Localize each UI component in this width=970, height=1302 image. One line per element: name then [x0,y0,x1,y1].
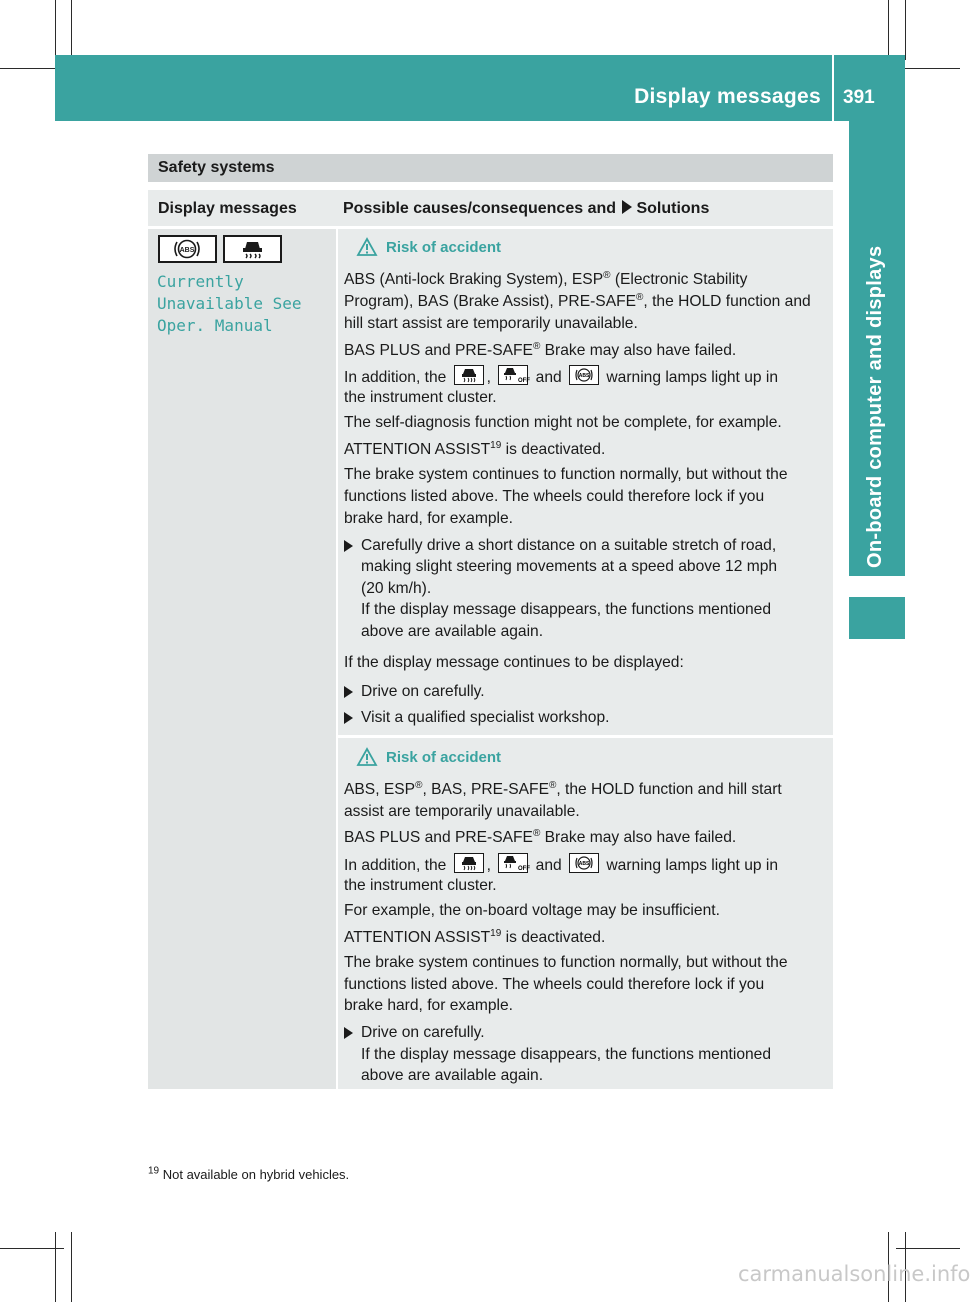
abs-warning-icon [158,235,217,263]
paragraph: Program), BAS (Brake Assist), PRE-SAFE®, the HOLD function and [344,291,811,310]
table-header-row [148,190,833,226]
chapter-marker [849,597,905,639]
instruction-step: Carefully drive a short distance on a suitable stretch of road, [361,537,777,554]
display-message-cell [148,229,336,1089]
instruction-step: If the display message disappears, the functions mentioned [361,601,772,618]
crop-mark [55,0,56,60]
page-header [55,55,905,121]
svg-text:ABS: ABS [578,373,590,379]
abs-lamp-icon [569,853,599,873]
watermark: carmanualsonline.info [738,1262,970,1286]
paragraph: functions listed above. The wheels could therefore lock if you [344,976,765,993]
svg-text:OFF: OFF [518,866,531,872]
crop-mark [71,0,72,60]
paragraph: If the display message continues to be displayed: [344,654,684,671]
svg-text:OFF: OFF [518,378,531,384]
paragraph: hill start assist are temporarily unavailable. [344,315,638,332]
paragraph: In addition, the , OFF and ABS warning lamps light up in [344,365,778,389]
instruction-step: If the display message disappears, the functions mentioned [361,1046,772,1063]
paragraph: assist are temporarily unavailable. [344,803,580,820]
warning-heading [386,239,501,256]
warning-title: Risk of accident [386,239,502,256]
esp-warning-icon [223,235,282,263]
instruction-step: making slight steering movements at a speed above 12 mph [361,558,778,575]
step-arrow-icon [344,540,353,552]
column-header-causes-text: Possible causes/consequences and [343,200,617,217]
crop-mark [896,68,960,69]
svg-text:ABS: ABS [179,247,195,254]
column-header-solutions: Solutions [636,200,710,217]
instruction-step: Visit a qualified specialist workshop. [361,709,610,726]
page-title: Display messages [634,85,821,108]
paragraph: ATTENTION ASSIST$^{19}$ is deactivated. [344,927,606,946]
display-message-text: Currently Unavailable See Oper. Manual [157,272,302,335]
paragraph: brake hard, for example. [344,997,514,1014]
esp-off-lamp-icon [498,365,531,385]
step-arrow-icon [344,1027,353,1039]
paragraph: The self-diagnosis function might not be complete, for example. [344,414,782,431]
paragraph: ATTENTION ASSIST$^{19}$ is deactivated. [344,439,606,458]
instruction-step: (20 km/h). [361,580,432,597]
section-title: Safety systems [158,159,275,176]
warning-heading [386,749,501,766]
column-header-display-messages: Display messages [158,200,297,217]
esp-lamp-icon [454,365,484,385]
paragraph: brake hard, for example. [344,510,514,527]
paragraph: The brake system continues to function normally, but without the [344,954,788,971]
instruction-step: above are available again. [361,1067,544,1084]
instruction-step: Drive on carefully. [361,1024,485,1041]
paragraph: the instrument cluster. [344,389,497,406]
esp-lamp-icon [454,853,484,873]
paragraph: The brake system continues to function normally, but without the [344,466,788,483]
paragraph: functions listed above. The wheels could therefore lock if you [344,488,765,505]
paragraph: BAS PLUS and PRE-SAFE® Brake may also have failed. [344,827,737,846]
paragraph: In addition, the , OFF and ABS warning lamps light up in [344,853,778,877]
warning-triangle-icon [356,237,378,257]
paragraph: BAS PLUS and PRE-SAFE® Brake may also have failed. [344,340,737,359]
page-number: 391 [843,87,875,108]
paragraph: the instrument cluster. [344,877,497,894]
crop-mark [71,1232,72,1302]
footnote [148,1167,349,1182]
warning-triangle-icon [356,747,378,767]
instruction-step: above are available again. [361,623,544,640]
svg-text:ABS: ABS [578,861,590,867]
crop-mark [905,0,906,60]
arrow-right-icon [622,200,632,214]
crop-mark [55,1232,56,1302]
abs-lamp-icon [569,365,599,385]
footnote-number: 19 [148,1165,160,1177]
column-header-causes [343,200,709,218]
section-heading [148,154,833,182]
paragraph: ABS (Anti-lock Braking System), ESP® (Electronic Stability [344,269,748,288]
paragraph: ABS, ESP®, BAS, PRE-SAFE®, the HOLD function and hill start [344,779,782,798]
esp-off-lamp-icon [498,853,531,873]
instruction-step: Drive on carefully. [361,683,485,700]
warning-title: Risk of accident [386,749,502,766]
header-divider [832,55,834,121]
step-arrow-icon [344,686,353,698]
paragraph: For example, the on-board voltage may be insufficient. [344,902,720,919]
step-arrow-icon [344,712,353,724]
footnote-text: Not available on hybrid vehicles. [159,1167,350,1182]
chapter-side-label: On-board computer and displays [864,245,886,568]
chapter-side-tab [849,121,905,576]
crop-mark [888,0,889,60]
